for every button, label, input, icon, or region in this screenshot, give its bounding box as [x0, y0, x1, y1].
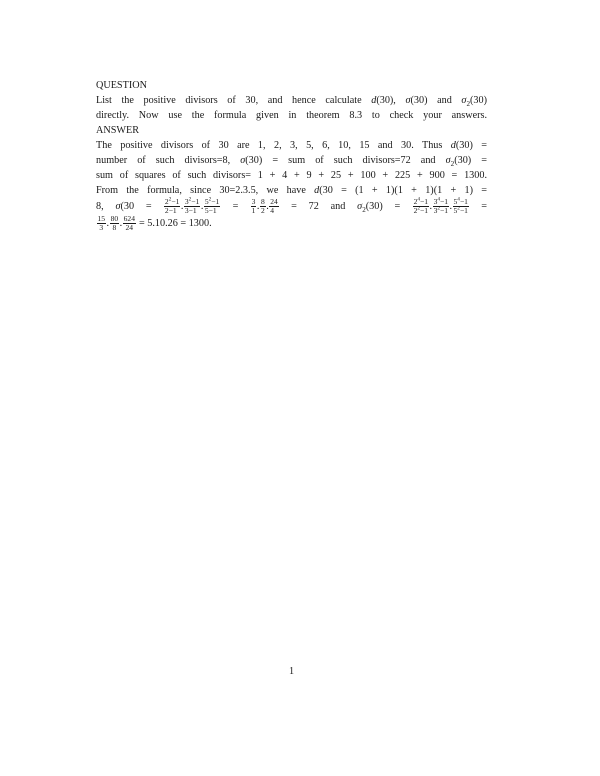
- fraction: $\frac{3^4-1}{3^2-1}$: [433, 196, 448, 215]
- text-line: List the positive divisors of 30, and hence calculate d(30), σ(30) and $\sigma_2(30)$: [96, 95, 487, 109]
- page-number: 1: [288, 666, 295, 677]
- question-answer-text: [96, 78, 487, 232]
- text-line: The positive divisors of 30 are 1, 2, 3, 5, 6, 10, 15 and 30. Thus d(30) =: [96, 140, 488, 151]
- answer-paragraph: [96, 138, 487, 232]
- fraction: $\frac{2^4-1}{2^2-1}$: [413, 196, 429, 215]
- fraction: $\frac{2^2-1}{2-1}$: [164, 196, 180, 215]
- question-label: QUESTION: [96, 80, 147, 91]
- text-line: sum of squares of such divisors= 1 + 4 + 9 + 25 + 100 + 225 + 900 = 1300.: [96, 170, 487, 181]
- fraction: $\frac{624}{24}$: [123, 213, 135, 232]
- fraction: $\frac{24}{4}$: [270, 197, 278, 215]
- fraction: $\frac{15}{3}$: [97, 213, 106, 232]
- text-line: $\frac{15}{3}$ . $\frac{80}{8}$ . $\frac{624}{24}$ = 5.10.26 = 1300.: [97, 213, 212, 232]
- fraction: $\frac{3}{1}$: [251, 197, 256, 215]
- text-line: From the formula, since 30=2.3.5, we have d(30 = (1 + 1)(1 + 1)(1 + 1) =: [96, 185, 487, 196]
- fraction: $\frac{3^2-1}{3-1}$: [184, 196, 200, 215]
- answer-label: ANSWER: [96, 125, 140, 136]
- question-paragraph: [96, 93, 487, 123]
- fraction: $\frac{80}{8}$: [110, 213, 119, 232]
- fraction: $\frac{5^2-1}{5-1}$: [204, 196, 220, 215]
- fraction: $\frac{8}{2}$: [260, 197, 265, 215]
- text-line: directly. Now use the formula given in theorem 8.3 to check your answers.: [96, 110, 487, 121]
- text-line: number of such divisors=8, σ(30) = sum of such divisors=72 and $\sigma_2(30)$ =: [96, 155, 487, 169]
- fraction: $\frac{5^4-1}{5^2-1}$: [453, 196, 468, 215]
- text-line: 8, σ(30 = $\frac{2^2-1}{2-1}$ . $\frac{3^2-1}{3-1}$ . $\frac{5^2-1}{5-1}$ = $\frac{3}{1}$ . $\frac{8}{2}$ . $\frac{24}{4}$ = 72 and $\sigma_2(30)$ = $\frac{2^4-1}{2^2-1}$ . $\frac{3^4-1}{3^2-1}$ . $\frac{5^4-1}{5^2-1}$ =: [96, 196, 488, 215]
